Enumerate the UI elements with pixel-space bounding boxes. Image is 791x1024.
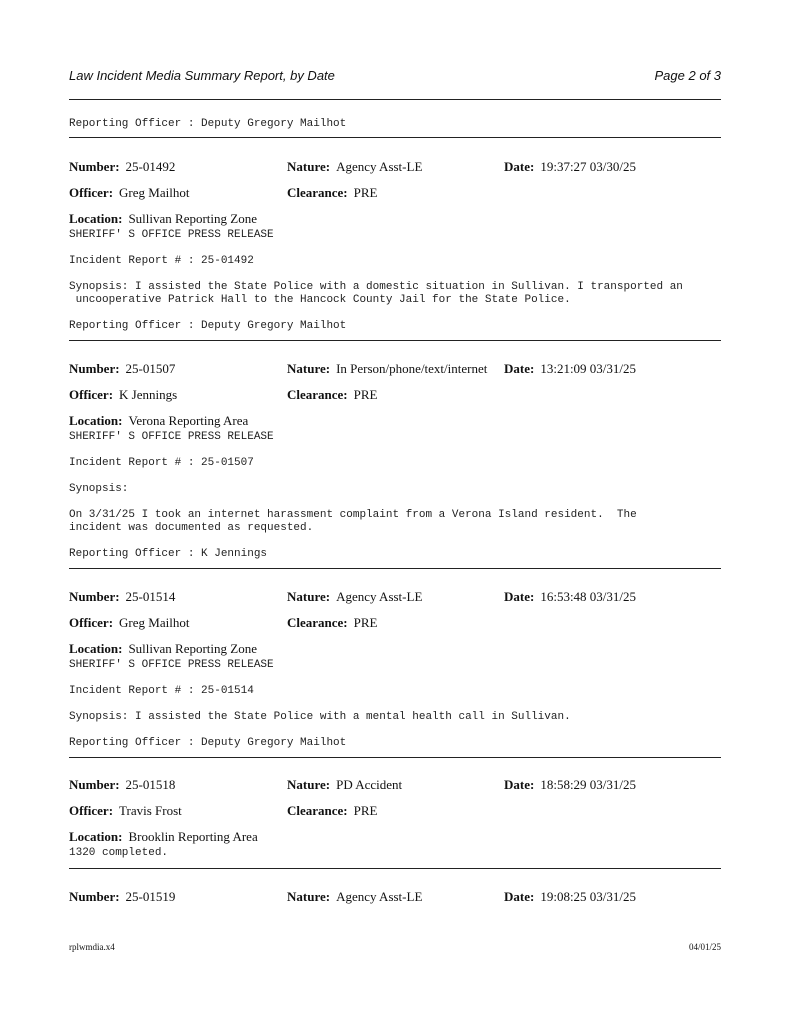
incident-date: Date: 18:58:29 03/31/25 — [504, 777, 637, 792]
incident-clearance: Clearance: PRE — [287, 615, 378, 630]
incident-location: Location: Brooklin Reporting Area — [69, 829, 258, 844]
divider — [69, 568, 721, 569]
page-number: Page 2 of 3 — [654, 68, 721, 83]
incident-nature: Nature: Agency Asst-LE — [287, 889, 423, 904]
incident-number: Number: 25-01519 — [69, 889, 176, 904]
incident-date: Date: 13:21:09 03/31/25 — [504, 361, 637, 376]
incident-clearance: Clearance: PRE — [287, 387, 378, 402]
report-title: Law Incident Media Summary Report, by Date — [69, 68, 335, 83]
reporting-officer-line: Reporting Officer : Deputy Gregory Mailhot — [69, 118, 347, 130]
divider — [69, 137, 721, 138]
divider — [69, 757, 721, 758]
incident-report-line: Incident Report # : 25-01514 — [69, 685, 254, 697]
synopsis-label: Synopsis: — [69, 483, 129, 495]
reporting-officer-line: Reporting Officer : Deputy Gregory Mailhot — [69, 320, 347, 332]
synopsis-text: Synopsis: I assisted the State Police with a domestic situation in Sullivan. I transported an uncooperative Patrick Hall to the Hancock County Jail for the State Police. — [69, 281, 683, 306]
footer-filename: rplwmdia.x4 — [69, 942, 115, 952]
footer-date: 04/01/25 — [688, 942, 721, 952]
incident-date: Date: 16:53:48 03/31/25 — [504, 589, 637, 604]
incident-clearance: Clearance: PRE — [287, 185, 378, 200]
incident-date: Date: 19:08:25 03/31/25 — [504, 889, 637, 904]
divider — [69, 868, 721, 869]
incident-report-line: Incident Report # : 25-01507 — [69, 457, 254, 469]
press-release-line: SHERIFF' S OFFICE PRESS RELEASE — [69, 229, 274, 241]
incident-nature: Nature: Agency Asst-LE — [287, 159, 423, 174]
incident-officer: Officer: Travis Frost — [69, 803, 182, 818]
reporting-officer-line: Reporting Officer : Deputy Gregory Mailhot — [69, 737, 347, 749]
reporting-officer-line: Reporting Officer : K Jennings — [69, 548, 268, 560]
incident-location: Location: Sullivan Reporting Zone — [69, 641, 257, 656]
incident-nature: Nature: In Person/phone/text/internet — [287, 361, 488, 376]
incident-note: 1320 completed. — [69, 847, 169, 859]
incident-date: Date: 19:37:27 03/30/25 — [504, 159, 637, 174]
incident-officer: Officer: Greg Mailhot — [69, 615, 190, 630]
divider — [69, 340, 721, 341]
incident-nature: Nature: Agency Asst-LE — [287, 589, 423, 604]
incident-number: Number: 25-01507 — [69, 361, 176, 376]
divider — [69, 99, 721, 100]
incident-officer: Officer: Greg Mailhot — [69, 185, 190, 200]
incident-number: Number: 25-01514 — [69, 589, 176, 604]
incident-clearance: Clearance: PRE — [287, 803, 378, 818]
incident-number: Number: 25-01518 — [69, 777, 176, 792]
synopsis-text: Synopsis: I assisted the State Police with a mental health call in Sullivan. — [69, 711, 571, 723]
incident-report-line: Incident Report # : 25-01492 — [69, 255, 254, 267]
incident-location: Location: Sullivan Reporting Zone — [69, 211, 257, 226]
synopsis-text: On 3/31/25 I took an internet harassment complaint from a Verona Island resident. The incident was documented as requested. — [69, 509, 637, 534]
incident-nature: Nature: PD Accident — [287, 777, 403, 792]
press-release-line: SHERIFF' S OFFICE PRESS RELEASE — [69, 659, 274, 671]
incident-officer: Officer: K Jennings — [69, 387, 178, 402]
incident-number: Number: 25-01492 — [69, 159, 176, 174]
press-release-line: SHERIFF' S OFFICE PRESS RELEASE — [69, 431, 274, 443]
incident-location: Location: Verona Reporting Area — [69, 413, 249, 428]
